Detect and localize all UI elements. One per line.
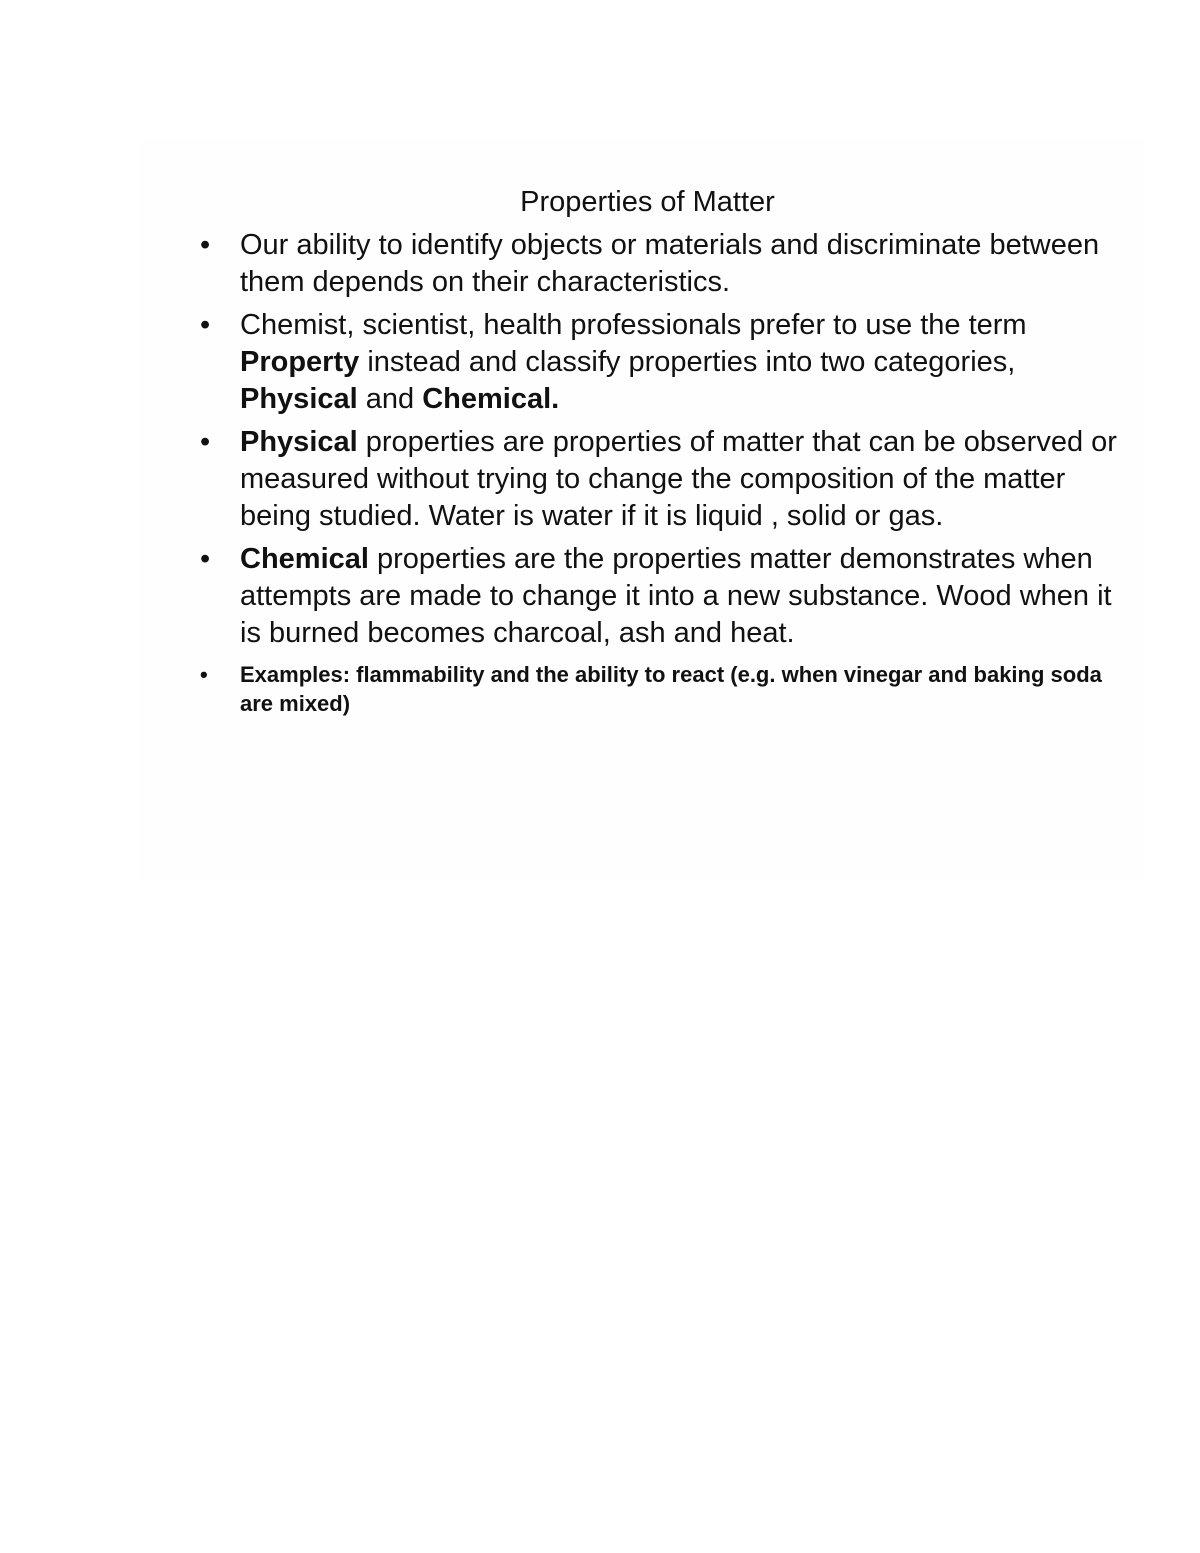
bold-term-property: Property (240, 346, 360, 378)
bullet-text: properties are properties of matter that can be observed or measured without trying to change the composition of the matter being studied. Water is water if it is liquid , solid or gas. (240, 426, 1117, 532)
bullet-list (198, 227, 1128, 724)
bullet-text: and (357, 383, 423, 415)
bullet-text: properties are the properties matter demonstrates when attempts are made to change it into a new substance. Wood when it is burned becomes charcoal, ash and heat. (240, 543, 1112, 649)
bullet-text: Our ability to identify objects or materials and discriminate between them depends on their characteristics. (240, 229, 1100, 298)
bullet-dot: • (200, 229, 211, 261)
bullet-text: Examples: flammability and the ability to react (e.g. when vinegar and baking soda are mixed) (240, 662, 1102, 716)
bullet-text: Chemist, scientist, health professionals prefer to use the term (240, 309, 1027, 341)
page-title: Properties of Matter (520, 186, 775, 218)
bullet-dot: • (200, 662, 208, 687)
bullet-item-3 (198, 424, 1128, 535)
bullet-text: instead and classify properties into two categories, (359, 346, 1016, 378)
bold-term-chemical: Chemical. (422, 383, 560, 415)
bullet-item-1 (198, 227, 1128, 301)
bullet-item-4 (198, 541, 1128, 652)
bullet-item-5 (198, 660, 1128, 718)
bullet-dot: • (200, 543, 211, 575)
bullet-item-2 (198, 307, 1128, 418)
bold-term-physical: Physical (240, 426, 358, 458)
bold-term-chemical: Chemical (240, 543, 369, 575)
bold-term-physical: Physical (240, 383, 358, 415)
bullet-dot: • (200, 426, 211, 458)
bullet-dot: • (200, 309, 211, 341)
